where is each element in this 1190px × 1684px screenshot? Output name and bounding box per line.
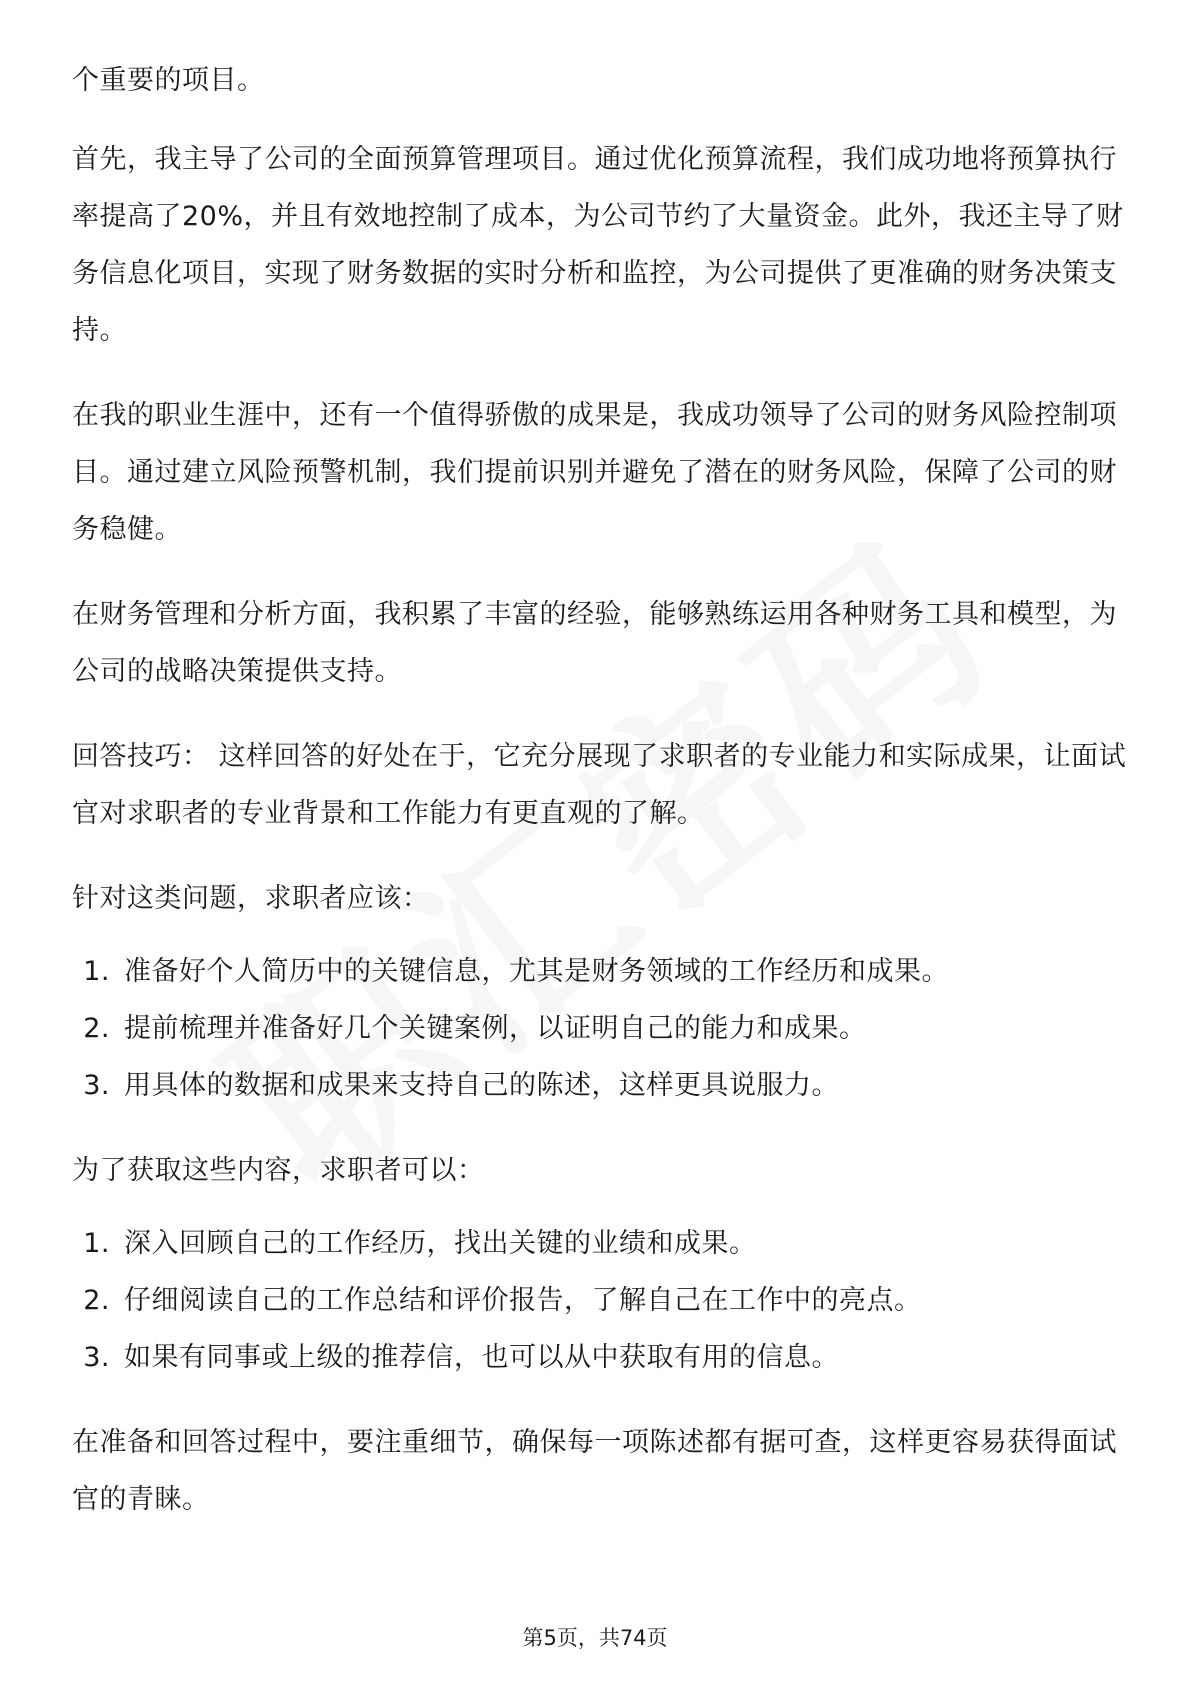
list-obtain: [72, 1215, 1132, 1386]
paragraph-conclusion: 在准备和回答过程中，要注重细节，确保每一项陈述都有据可查，这样更容易获得面试官的青睐。: [72, 1427, 1117, 1515]
paragraph-answer-tips: 回答技巧： 这样回答的好处在于，它充分展现了求职者的专业能力和实际成果，让面试官对求职者的专业背景和工作能力有更直观的了解。: [72, 741, 1127, 829]
paragraph-budget-project: 首先，我主导了公司的全面预算管理项目。通过优化预算流程，我们成功地将预算执行率提高了20%，并且有效地控制了成本，为公司节约了大量资金。此外，我还主导了财务信息化项目，实现了财务数据的实时分析和监控，为公司提供了更准确的财务决策支持。: [72, 144, 1124, 346]
document-page: [72, 52, 1132, 1556]
list-item: [72, 1215, 1132, 1272]
list-number: 3.: [83, 1070, 110, 1101]
list-item: [72, 1272, 1132, 1329]
list-text: 提前梳理并准备好几个关键案例，以证明自己的能力和成果。: [124, 1013, 867, 1044]
list-text: 如果有同事或上级的推荐信，也可以从中获取有用的信息。: [124, 1342, 839, 1373]
list-number: 1.: [83, 956, 110, 987]
list-text: 深入回顾自己的工作经历，找出关键的业绩和成果。: [124, 1228, 757, 1259]
list-text: 用具体的数据和成果来支持自己的陈述，这样更具说服力。: [124, 1070, 839, 1101]
list-number: 3.: [83, 1342, 110, 1373]
list-item: [72, 1329, 1132, 1386]
list-number: 2.: [83, 1013, 110, 1044]
list-number: 2.: [83, 1285, 110, 1316]
paragraph-obtain-intro: 为了获取这些内容，求职者可以：: [72, 1155, 485, 1186]
list-item: [72, 1000, 1132, 1057]
page-footer: 第5页，共74页: [522, 1626, 668, 1650]
list-text: 仔细阅读自己的工作总结和评价报告，了解自己在工作中的亮点。: [124, 1285, 922, 1316]
list-item: [72, 943, 1132, 1000]
paragraph-experience: 在财务管理和分析方面，我积累了丰富的经验，能够熟练运用各种财务工具和模型，为公司的战略决策提供支持。: [72, 599, 1117, 687]
list-number: 1.: [83, 1228, 110, 1259]
paragraph-risk-control: 在我的职业生涯中，还有一个值得骄傲的成果是，我成功领导了公司的财务风险控制项目。通过建立风险预警机制，我们提前识别并避免了潜在的财务风险，保障了公司的财务稳健。: [72, 400, 1117, 545]
list-text: 准备好个人简历中的关键信息，尤其是财务领域的工作经历和成果。: [124, 956, 949, 987]
list-should: [72, 943, 1132, 1114]
paragraph-continuation: 个重要的项目。: [72, 65, 265, 96]
list-item: [72, 1057, 1132, 1114]
paragraph-should-intro: 针对这类问题，求职者应该：: [72, 883, 430, 914]
